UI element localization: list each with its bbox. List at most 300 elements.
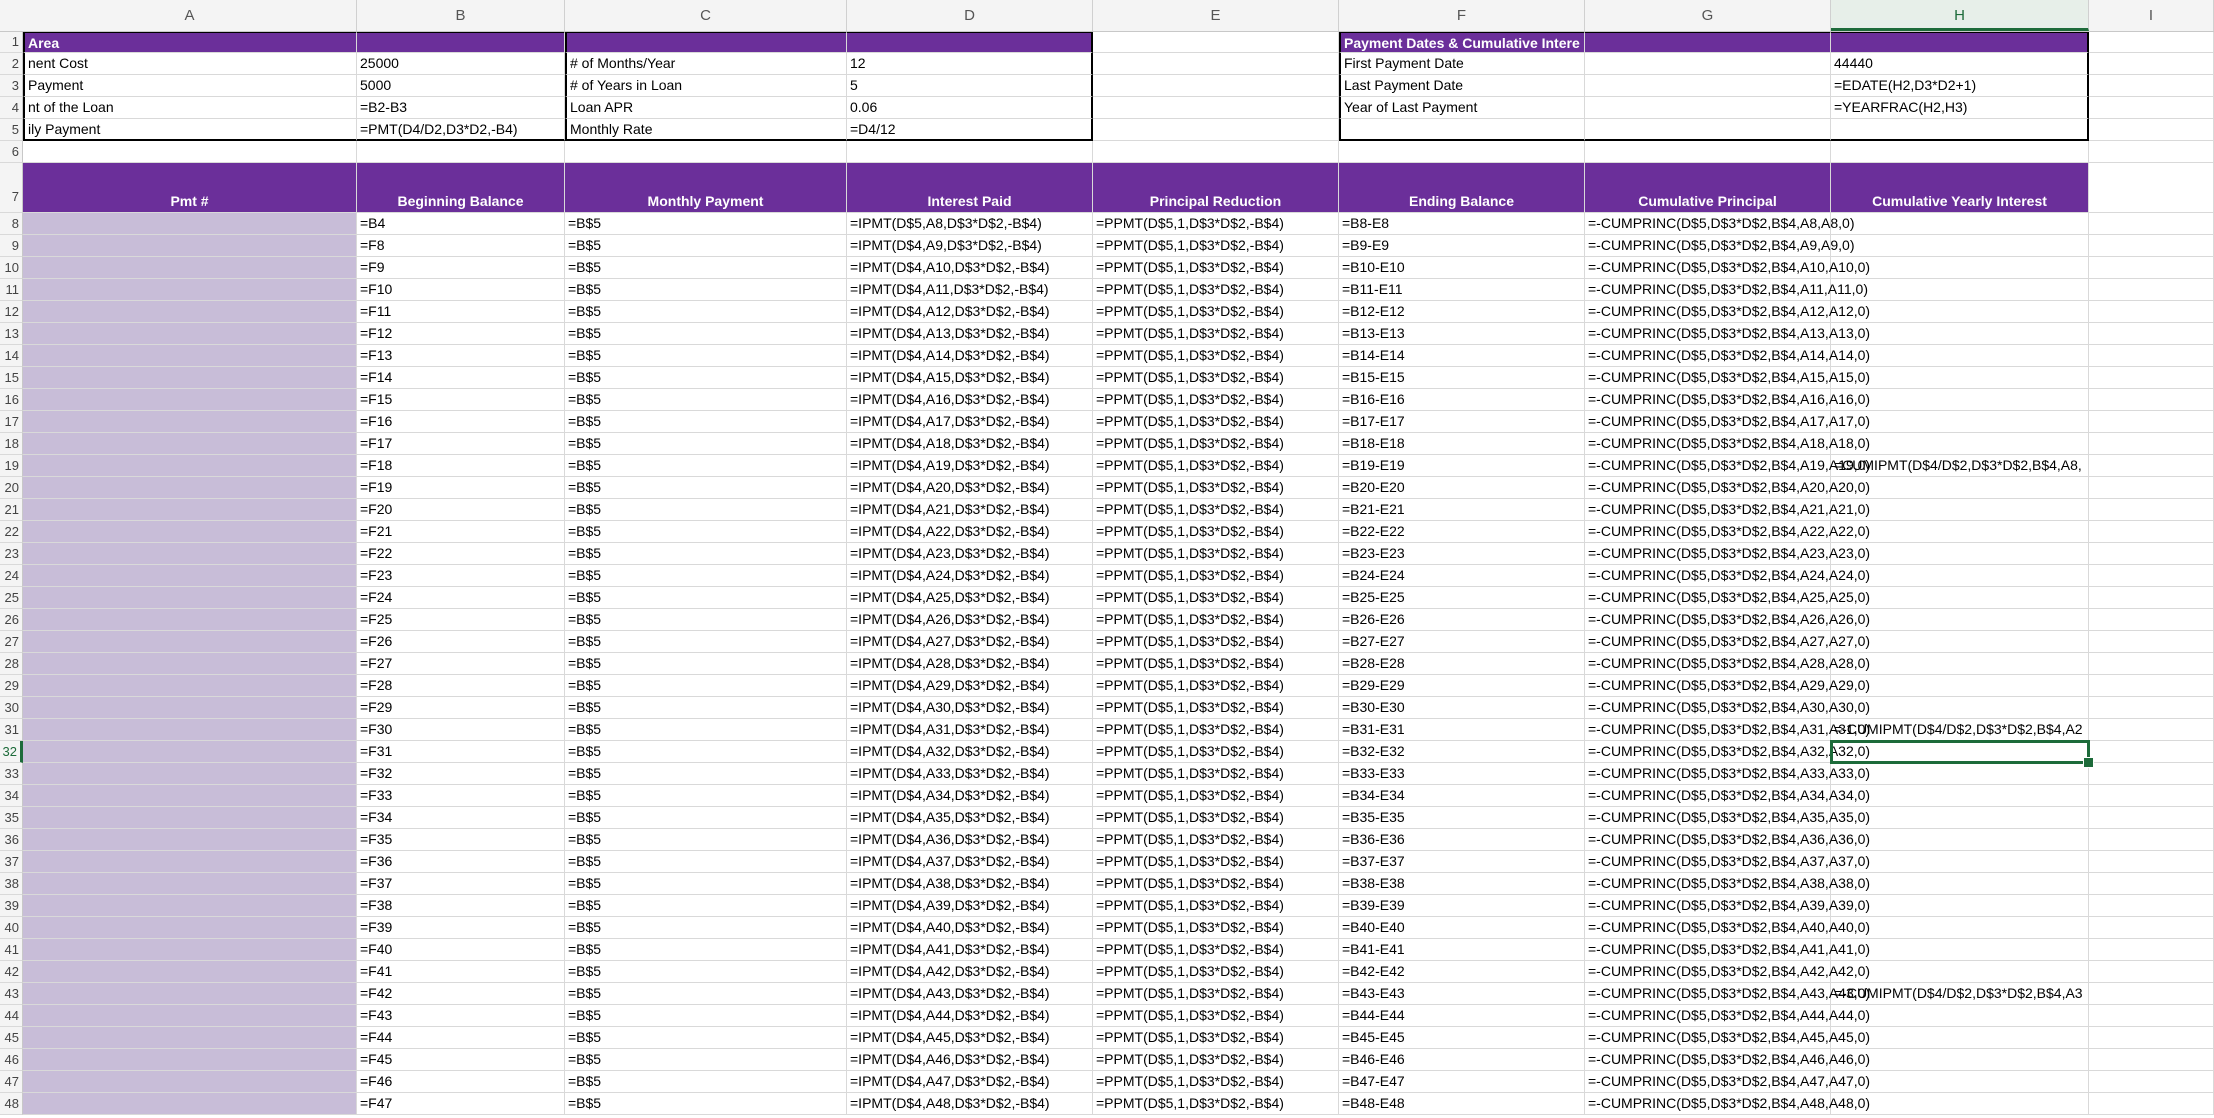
principal-reduction-cell[interactable]: =PPMT(D$5,1,D$3*D$2,-B$4) [1093, 983, 1339, 1005]
cell-i33[interactable] [2089, 763, 2214, 785]
cell-i44[interactable] [2089, 1005, 2214, 1027]
row-header-3[interactable]: 3 [0, 75, 23, 97]
beginning-balance-cell[interactable]: =F9 [357, 257, 565, 279]
principal-reduction-cell[interactable]: =PPMT(D$5,1,D$3*D$2,-B$4) [1093, 917, 1339, 939]
monthly-payment-cell[interactable]: =B$5 [565, 367, 847, 389]
cumulative-yearly-interest-cell[interactable]: =CUMIPMT(D$4/D$2,D$3*D$2,B$4,A8, [1831, 455, 2089, 477]
ending-balance-cell[interactable]: =B38-E38 [1339, 873, 1585, 895]
ending-balance-cell[interactable]: =B41-E41 [1339, 939, 1585, 961]
ending-balance-cell[interactable]: =B47-E47 [1339, 1071, 1585, 1093]
cumulative-principal-cell[interactable]: =-CUMPRINC(D$5,D$3*D$2,B$4,A31,A31,0) [1585, 719, 1831, 741]
cumulative-principal-cell[interactable]: =-CUMPRINC(D$5,D$3*D$2,B$4,A37,A37,0) [1585, 851, 1831, 873]
monthly-payment-cell[interactable]: =B$5 [565, 719, 847, 741]
table-header-1[interactable]: Beginning Balance [357, 163, 565, 213]
beginning-balance-cell[interactable]: =F8 [357, 235, 565, 257]
pmt-number-cell[interactable] [23, 697, 357, 719]
cumulative-principal-cell[interactable]: =-CUMPRINC(D$5,D$3*D$2,B$4,A46,A46,0) [1585, 1049, 1831, 1071]
monthly-payment-cell[interactable]: =B$5 [565, 477, 847, 499]
cumulative-principal-cell[interactable]: =-CUMPRINC(D$5,D$3*D$2,B$4,A34,A34,0) [1585, 785, 1831, 807]
pmt-number-cell[interactable] [23, 433, 357, 455]
cell-d6[interactable] [847, 141, 1093, 163]
cell-g5[interactable] [1585, 119, 1831, 141]
cell-i47[interactable] [2089, 1071, 2214, 1093]
ending-balance-cell[interactable]: =B23-E23 [1339, 543, 1585, 565]
beginning-balance-cell[interactable]: =F24 [357, 587, 565, 609]
pmt-number-cell[interactable] [23, 1027, 357, 1049]
interest-paid-cell[interactable]: =IPMT(D$4,A10,D$3*D$2,-B$4) [847, 257, 1093, 279]
cell-b1[interactable] [357, 31, 565, 53]
cell-i13[interactable] [2089, 323, 2214, 345]
cumulative-principal-cell[interactable]: =-CUMPRINC(D$5,D$3*D$2,B$4,A21,A21,0) [1585, 499, 1831, 521]
row-header-46[interactable]: 46 [0, 1049, 23, 1071]
table-header-3[interactable]: Interest Paid [847, 163, 1093, 213]
interest-paid-cell[interactable]: =IPMT(D$4,A15,D$3*D$2,-B$4) [847, 367, 1093, 389]
cumulative-yearly-interest-cell[interactable] [1831, 411, 2089, 433]
monthly-payment-cell[interactable]: =B$5 [565, 851, 847, 873]
row-header-32[interactable]: 32 [0, 741, 23, 763]
cumulative-yearly-interest-cell[interactable] [1831, 1049, 2089, 1071]
monthly-payment-cell[interactable]: =B$5 [565, 741, 847, 763]
cell-e5[interactable] [1093, 119, 1339, 141]
interest-paid-cell[interactable]: =IPMT(D$4,A44,D$3*D$2,-B$4) [847, 1005, 1093, 1027]
cumulative-yearly-interest-cell[interactable] [1831, 829, 2089, 851]
cell-e3[interactable] [1093, 75, 1339, 97]
principal-reduction-cell[interactable]: =PPMT(D$5,1,D$3*D$2,-B$4) [1093, 1005, 1339, 1027]
monthly-payment-cell[interactable]: =B$5 [565, 631, 847, 653]
payment-dates-value[interactable]: 44440 [1831, 53, 2089, 75]
cell-i14[interactable] [2089, 345, 2214, 367]
cell-i12[interactable] [2089, 301, 2214, 323]
monthly-payment-cell[interactable]: =B$5 [565, 279, 847, 301]
cell-i27[interactable] [2089, 631, 2214, 653]
interest-paid-cell[interactable]: =IPMT(D$4,A31,D$3*D$2,-B$4) [847, 719, 1093, 741]
row-header-41[interactable]: 41 [0, 939, 23, 961]
cumulative-principal-cell[interactable]: =-CUMPRINC(D$5,D$3*D$2,B$4,A18,A18,0) [1585, 433, 1831, 455]
cell-i2[interactable] [2089, 53, 2214, 75]
row-header-37[interactable]: 37 [0, 851, 23, 873]
cumulative-principal-cell[interactable]: =-CUMPRINC(D$5,D$3*D$2,B$4,A23,A23,0) [1585, 543, 1831, 565]
cumulative-yearly-interest-cell[interactable] [1831, 675, 2089, 697]
interest-paid-cell[interactable]: =IPMT(D$4,A21,D$3*D$2,-B$4) [847, 499, 1093, 521]
principal-reduction-cell[interactable]: =PPMT(D$5,1,D$3*D$2,-B$4) [1093, 873, 1339, 895]
beginning-balance-cell[interactable]: =F39 [357, 917, 565, 939]
row-header-31[interactable]: 31 [0, 719, 23, 741]
cumulative-principal-cell[interactable]: =-CUMPRINC(D$5,D$3*D$2,B$4,A47,A47,0) [1585, 1071, 1831, 1093]
cell-i4[interactable] [2089, 97, 2214, 119]
monthly-payment-cell[interactable]: =B$5 [565, 565, 847, 587]
table-header-0[interactable]: Pmt # [23, 163, 357, 213]
pmt-number-cell[interactable] [23, 807, 357, 829]
cell-i22[interactable] [2089, 521, 2214, 543]
row-header-35[interactable]: 35 [0, 807, 23, 829]
cumulative-yearly-interest-cell[interactable]: =-CUMIPMT(D$4/D$2,D$3*D$2,B$4,A3 [1831, 983, 2089, 1005]
table-header-7[interactable]: Cumulative Yearly Interest [1831, 163, 2089, 213]
ending-balance-cell[interactable]: =B8-E8 [1339, 213, 1585, 235]
cumulative-principal-cell[interactable]: =-CUMPRINC(D$5,D$3*D$2,B$4,A8,A8,0) [1585, 213, 1831, 235]
cell-c6[interactable] [565, 141, 847, 163]
interest-paid-cell[interactable]: =IPMT(D$4,A47,D$3*D$2,-B$4) [847, 1071, 1093, 1093]
monthly-payment-cell[interactable]: =B$5 [565, 961, 847, 983]
principal-reduction-cell[interactable]: =PPMT(D$5,1,D$3*D$2,-B$4) [1093, 477, 1339, 499]
row-header-13[interactable]: 13 [0, 323, 23, 345]
cumulative-yearly-interest-cell[interactable] [1831, 1093, 2089, 1115]
monthly-payment-cell[interactable]: =B$5 [565, 697, 847, 719]
column-header-i[interactable]: I [2089, 0, 2214, 31]
monthly-payment-cell[interactable]: =B$5 [565, 543, 847, 565]
input-label[interactable]: ily Payment [23, 119, 357, 141]
ending-balance-cell[interactable]: =B29-E29 [1339, 675, 1585, 697]
interest-paid-cell[interactable]: =IPMT(D$4,A33,D$3*D$2,-B$4) [847, 763, 1093, 785]
interest-paid-cell[interactable]: =IPMT(D$4,A43,D$3*D$2,-B$4) [847, 983, 1093, 1005]
cumulative-yearly-interest-cell[interactable] [1831, 323, 2089, 345]
ending-balance-cell[interactable]: =B40-E40 [1339, 917, 1585, 939]
principal-reduction-cell[interactable]: =PPMT(D$5,1,D$3*D$2,-B$4) [1093, 741, 1339, 763]
monthly-payment-cell[interactable]: =B$5 [565, 763, 847, 785]
row-header-48[interactable]: 48 [0, 1093, 23, 1115]
ending-balance-cell[interactable]: =B15-E15 [1339, 367, 1585, 389]
ending-balance-cell[interactable]: =B26-E26 [1339, 609, 1585, 631]
monthly-payment-cell[interactable]: =B$5 [565, 301, 847, 323]
cumulative-principal-cell[interactable]: =-CUMPRINC(D$5,D$3*D$2,B$4,A16,A16,0) [1585, 389, 1831, 411]
ending-balance-cell[interactable]: =B22-E22 [1339, 521, 1585, 543]
interest-paid-cell[interactable]: =IPMT(D$4,A14,D$3*D$2,-B$4) [847, 345, 1093, 367]
ending-balance-cell[interactable]: =B25-E25 [1339, 587, 1585, 609]
cumulative-principal-cell[interactable]: =-CUMPRINC(D$5,D$3*D$2,B$4,A40,A40,0) [1585, 917, 1831, 939]
input-value[interactable]: =B2-B3 [357, 97, 565, 119]
cumulative-principal-cell[interactable]: =-CUMPRINC(D$5,D$3*D$2,B$4,A19,A19,0) [1585, 455, 1831, 477]
interest-paid-cell[interactable]: =IPMT(D$4,A39,D$3*D$2,-B$4) [847, 895, 1093, 917]
monthly-payment-cell[interactable]: =B$5 [565, 389, 847, 411]
monthly-payment-cell[interactable]: =B$5 [565, 499, 847, 521]
ending-balance-cell[interactable]: =B9-E9 [1339, 235, 1585, 257]
interest-paid-cell[interactable]: =IPMT(D$4,A16,D$3*D$2,-B$4) [847, 389, 1093, 411]
monthly-payment-cell[interactable]: =B$5 [565, 939, 847, 961]
cell-h1[interactable] [1831, 31, 2089, 53]
principal-reduction-cell[interactable]: =PPMT(D$5,1,D$3*D$2,-B$4) [1093, 345, 1339, 367]
interest-paid-cell[interactable]: =IPMT(D$4,A22,D$3*D$2,-B$4) [847, 521, 1093, 543]
cumulative-yearly-interest-cell[interactable] [1831, 301, 2089, 323]
beginning-balance-cell[interactable]: =F17 [357, 433, 565, 455]
cell-i24[interactable] [2089, 565, 2214, 587]
input-label[interactable]: nent Cost [23, 53, 357, 75]
cumulative-principal-cell[interactable]: =-CUMPRINC(D$5,D$3*D$2,B$4,A11,A11,0) [1585, 279, 1831, 301]
beginning-balance-cell[interactable]: =F34 [357, 807, 565, 829]
principal-reduction-cell[interactable]: =PPMT(D$5,1,D$3*D$2,-B$4) [1093, 719, 1339, 741]
principal-reduction-cell[interactable]: =PPMT(D$5,1,D$3*D$2,-B$4) [1093, 455, 1339, 477]
pmt-number-cell[interactable] [23, 631, 357, 653]
input-value-2[interactable]: 0.06 [847, 97, 1093, 119]
ending-balance-cell[interactable]: =B14-E14 [1339, 345, 1585, 367]
beginning-balance-cell[interactable]: =F18 [357, 455, 565, 477]
cumulative-principal-cell[interactable]: =-CUMPRINC(D$5,D$3*D$2,B$4,A22,A22,0) [1585, 521, 1831, 543]
cumulative-yearly-interest-cell[interactable] [1831, 345, 2089, 367]
pmt-number-cell[interactable] [23, 609, 357, 631]
row-header-40[interactable]: 40 [0, 917, 23, 939]
row-header-16[interactable]: 16 [0, 389, 23, 411]
cumulative-principal-cell[interactable]: =-CUMPRINC(D$5,D$3*D$2,B$4,A43,A43,0) [1585, 983, 1831, 1005]
interest-paid-cell[interactable]: =IPMT(D$4,A11,D$3*D$2,-B$4) [847, 279, 1093, 301]
ending-balance-cell[interactable]: =B48-E48 [1339, 1093, 1585, 1115]
cell-i43[interactable] [2089, 983, 2214, 1005]
beginning-balance-cell[interactable]: =F45 [357, 1049, 565, 1071]
ending-balance-cell[interactable]: =B42-E42 [1339, 961, 1585, 983]
beginning-balance-cell[interactable]: =F14 [357, 367, 565, 389]
interest-paid-cell[interactable]: =IPMT(D$4,A32,D$3*D$2,-B$4) [847, 741, 1093, 763]
table-header-6[interactable]: Cumulative Principal [1585, 163, 1831, 213]
cumulative-principal-cell[interactable]: =-CUMPRINC(D$5,D$3*D$2,B$4,A38,A38,0) [1585, 873, 1831, 895]
beginning-balance-cell[interactable]: =F32 [357, 763, 565, 785]
interest-paid-cell[interactable]: =IPMT(D$5,A8,D$3*D$2,-B$4) [847, 213, 1093, 235]
ending-balance-cell[interactable]: =B34-E34 [1339, 785, 1585, 807]
beginning-balance-cell[interactable]: =F42 [357, 983, 565, 1005]
column-header-f[interactable]: F [1339, 0, 1585, 31]
row-header-17[interactable]: 17 [0, 411, 23, 433]
payment-dates-value[interactable]: =YEARFRAC(H2,H3) [1831, 97, 2089, 119]
cell-e2[interactable] [1093, 53, 1339, 75]
cumulative-yearly-interest-cell[interactable] [1831, 1005, 2089, 1027]
beginning-balance-cell[interactable]: =F27 [357, 653, 565, 675]
monthly-payment-cell[interactable]: =B$5 [565, 1093, 847, 1115]
cumulative-principal-cell[interactable]: =-CUMPRINC(D$5,D$3*D$2,B$4,A30,A30,0) [1585, 697, 1831, 719]
row-header-43[interactable]: 43 [0, 983, 23, 1005]
pmt-number-cell[interactable] [23, 257, 357, 279]
monthly-payment-cell[interactable]: =B$5 [565, 323, 847, 345]
cell-i19[interactable] [2089, 455, 2214, 477]
principal-reduction-cell[interactable]: =PPMT(D$5,1,D$3*D$2,-B$4) [1093, 675, 1339, 697]
input-value-2[interactable]: =D4/12 [847, 119, 1093, 141]
interest-paid-cell[interactable]: =IPMT(D$4,A29,D$3*D$2,-B$4) [847, 675, 1093, 697]
row-header-34[interactable]: 34 [0, 785, 23, 807]
cell-i15[interactable] [2089, 367, 2214, 389]
cell-i37[interactable] [2089, 851, 2214, 873]
interest-paid-cell[interactable]: =IPMT(D$4,A20,D$3*D$2,-B$4) [847, 477, 1093, 499]
cell-i31[interactable] [2089, 719, 2214, 741]
beginning-balance-cell[interactable]: =F11 [357, 301, 565, 323]
cumulative-yearly-interest-cell[interactable] [1831, 851, 2089, 873]
interest-paid-cell[interactable]: =IPMT(D$4,A34,D$3*D$2,-B$4) [847, 785, 1093, 807]
cell-g1[interactable] [1585, 31, 1831, 53]
row-header-38[interactable]: 38 [0, 873, 23, 895]
interest-paid-cell[interactable]: =IPMT(D$4,A23,D$3*D$2,-B$4) [847, 543, 1093, 565]
row-header-11[interactable]: 11 [0, 279, 23, 301]
input-label-2[interactable]: # of Years in Loan [565, 75, 847, 97]
principal-reduction-cell[interactable]: =PPMT(D$5,1,D$3*D$2,-B$4) [1093, 895, 1339, 917]
pmt-number-cell[interactable] [23, 1005, 357, 1027]
row-header-22[interactable]: 22 [0, 521, 23, 543]
cumulative-principal-cell[interactable]: =-CUMPRINC(D$5,D$3*D$2,B$4,A48,A48,0) [1585, 1093, 1831, 1115]
column-header-g[interactable]: G [1585, 0, 1831, 31]
pmt-number-cell[interactable] [23, 323, 357, 345]
principal-reduction-cell[interactable]: =PPMT(D$5,1,D$3*D$2,-B$4) [1093, 543, 1339, 565]
interest-paid-cell[interactable]: =IPMT(D$4,A9,D$3*D$2,-B$4) [847, 235, 1093, 257]
cumulative-yearly-interest-cell[interactable] [1831, 1071, 2089, 1093]
ending-balance-cell[interactable]: =B32-E32 [1339, 741, 1585, 763]
pmt-number-cell[interactable] [23, 543, 357, 565]
pmt-number-cell[interactable] [23, 983, 357, 1005]
beginning-balance-cell[interactable]: =F23 [357, 565, 565, 587]
pmt-number-cell[interactable] [23, 675, 357, 697]
interest-paid-cell[interactable]: =IPMT(D$4,A37,D$3*D$2,-B$4) [847, 851, 1093, 873]
interest-paid-cell[interactable]: =IPMT(D$4,A18,D$3*D$2,-B$4) [847, 433, 1093, 455]
cell-i7[interactable] [2089, 163, 2214, 213]
beginning-balance-cell[interactable]: =F15 [357, 389, 565, 411]
pmt-number-cell[interactable] [23, 873, 357, 895]
cell-i10[interactable] [2089, 257, 2214, 279]
cumulative-principal-cell[interactable]: =-CUMPRINC(D$5,D$3*D$2,B$4,A17,A17,0) [1585, 411, 1831, 433]
monthly-payment-cell[interactable]: =B$5 [565, 1027, 847, 1049]
row-header-27[interactable]: 27 [0, 631, 23, 653]
pmt-number-cell[interactable] [23, 279, 357, 301]
cumulative-yearly-interest-cell[interactable]: =-CUMIPMT(D$4/D$2,D$3*D$2,B$4,A2 [1831, 719, 2089, 741]
pmt-number-cell[interactable] [23, 411, 357, 433]
cell-i23[interactable] [2089, 543, 2214, 565]
cumulative-principal-cell[interactable]: =-CUMPRINC(D$5,D$3*D$2,B$4,A32,A32,0) [1585, 741, 1831, 763]
table-header-5[interactable]: Ending Balance [1339, 163, 1585, 213]
ending-balance-cell[interactable]: =B31-E31 [1339, 719, 1585, 741]
monthly-payment-cell[interactable]: =B$5 [565, 653, 847, 675]
interest-paid-cell[interactable]: =IPMT(D$4,A38,D$3*D$2,-B$4) [847, 873, 1093, 895]
interest-paid-cell[interactable]: =IPMT(D$4,A26,D$3*D$2,-B$4) [847, 609, 1093, 631]
ending-balance-cell[interactable]: =B13-E13 [1339, 323, 1585, 345]
cumulative-yearly-interest-cell[interactable] [1831, 653, 2089, 675]
pmt-number-cell[interactable] [23, 213, 357, 235]
cumulative-yearly-interest-cell[interactable] [1831, 257, 2089, 279]
column-header-h[interactable]: H [1831, 0, 2089, 31]
pmt-number-cell[interactable] [23, 367, 357, 389]
cumulative-yearly-interest-cell[interactable] [1831, 389, 2089, 411]
principal-reduction-cell[interactable]: =PPMT(D$5,1,D$3*D$2,-B$4) [1093, 521, 1339, 543]
beginning-balance-cell[interactable]: =F30 [357, 719, 565, 741]
cumulative-yearly-interest-cell[interactable] [1831, 873, 2089, 895]
monthly-payment-cell[interactable]: =B$5 [565, 675, 847, 697]
row-header-6[interactable]: 6 [0, 141, 23, 163]
cumulative-principal-cell[interactable]: =-CUMPRINC(D$5,D$3*D$2,B$4,A10,A10,0) [1585, 257, 1831, 279]
cumulative-principal-cell[interactable]: =-CUMPRINC(D$5,D$3*D$2,B$4,A45,A45,0) [1585, 1027, 1831, 1049]
monthly-payment-cell[interactable]: =B$5 [565, 1005, 847, 1027]
ending-balance-cell[interactable]: =B20-E20 [1339, 477, 1585, 499]
ending-balance-cell[interactable]: =B36-E36 [1339, 829, 1585, 851]
row-header-1[interactable]: 1 [0, 31, 23, 53]
beginning-balance-cell[interactable]: =F44 [357, 1027, 565, 1049]
input-label-2[interactable]: Monthly Rate [565, 119, 847, 141]
row-header-23[interactable]: 23 [0, 543, 23, 565]
interest-paid-cell[interactable]: =IPMT(D$4,A48,D$3*D$2,-B$4) [847, 1093, 1093, 1115]
interest-paid-cell[interactable]: =IPMT(D$4,A30,D$3*D$2,-B$4) [847, 697, 1093, 719]
beginning-balance-cell[interactable]: =F36 [357, 851, 565, 873]
interest-paid-cell[interactable]: =IPMT(D$4,A13,D$3*D$2,-B$4) [847, 323, 1093, 345]
monthly-payment-cell[interactable]: =B$5 [565, 983, 847, 1005]
cell-i29[interactable] [2089, 675, 2214, 697]
row-header-39[interactable]: 39 [0, 895, 23, 917]
monthly-payment-cell[interactable]: =B$5 [565, 213, 847, 235]
ending-balance-cell[interactable]: =B12-E12 [1339, 301, 1585, 323]
monthly-payment-cell[interactable]: =B$5 [565, 235, 847, 257]
table-header-4[interactable]: Principal Reduction [1093, 163, 1339, 213]
beginning-balance-cell[interactable]: =F33 [357, 785, 565, 807]
cumulative-principal-cell[interactable]: =-CUMPRINC(D$5,D$3*D$2,B$4,A24,A24,0) [1585, 565, 1831, 587]
cumulative-principal-cell[interactable]: =-CUMPRINC(D$5,D$3*D$2,B$4,A41,A41,0) [1585, 939, 1831, 961]
beginning-balance-cell[interactable]: =F35 [357, 829, 565, 851]
row-header-42[interactable]: 42 [0, 961, 23, 983]
cumulative-yearly-interest-cell[interactable] [1831, 565, 2089, 587]
principal-reduction-cell[interactable]: =PPMT(D$5,1,D$3*D$2,-B$4) [1093, 367, 1339, 389]
row-header-47[interactable]: 47 [0, 1071, 23, 1093]
pmt-number-cell[interactable] [23, 455, 357, 477]
row-header-26[interactable]: 26 [0, 609, 23, 631]
interest-paid-cell[interactable]: =IPMT(D$4,A41,D$3*D$2,-B$4) [847, 939, 1093, 961]
beginning-balance-cell[interactable]: =F16 [357, 411, 565, 433]
pmt-number-cell[interactable] [23, 301, 357, 323]
pmt-number-cell[interactable] [23, 741, 357, 763]
cumulative-yearly-interest-cell[interactable] [1831, 917, 2089, 939]
cell-i36[interactable] [2089, 829, 2214, 851]
beginning-balance-cell[interactable]: =F46 [357, 1071, 565, 1093]
principal-reduction-cell[interactable]: =PPMT(D$5,1,D$3*D$2,-B$4) [1093, 1027, 1339, 1049]
cell-i9[interactable] [2089, 235, 2214, 257]
monthly-payment-cell[interactable]: =B$5 [565, 1071, 847, 1093]
interest-paid-cell[interactable]: =IPMT(D$4,A35,D$3*D$2,-B$4) [847, 807, 1093, 829]
ending-balance-cell[interactable]: =B43-E43 [1339, 983, 1585, 1005]
row-header-28[interactable]: 28 [0, 653, 23, 675]
pmt-number-cell[interactable] [23, 917, 357, 939]
cumulative-yearly-interest-cell[interactable] [1831, 609, 2089, 631]
principal-reduction-cell[interactable]: =PPMT(D$5,1,D$3*D$2,-B$4) [1093, 785, 1339, 807]
cumulative-yearly-interest-cell[interactable] [1831, 697, 2089, 719]
row-header-5[interactable]: 5 [0, 119, 23, 141]
column-header-d[interactable]: D [847, 0, 1093, 31]
row-header-45[interactable]: 45 [0, 1027, 23, 1049]
row-header-4[interactable]: 4 [0, 97, 23, 119]
monthly-payment-cell[interactable]: =B$5 [565, 1049, 847, 1071]
pmt-number-cell[interactable] [23, 895, 357, 917]
cumulative-yearly-interest-cell[interactable] [1831, 939, 2089, 961]
cumulative-principal-cell[interactable]: =-CUMPRINC(D$5,D$3*D$2,B$4,A9,A9,0) [1585, 235, 1831, 257]
cell-i35[interactable] [2089, 807, 2214, 829]
row-header-7[interactable]: 7 [0, 163, 23, 213]
cumulative-yearly-interest-cell[interactable] [1831, 763, 2089, 785]
monthly-payment-cell[interactable]: =B$5 [565, 895, 847, 917]
cell-i34[interactable] [2089, 785, 2214, 807]
monthly-payment-cell[interactable]: =B$5 [565, 873, 847, 895]
ending-balance-cell[interactable]: =B30-E30 [1339, 697, 1585, 719]
row-header-24[interactable]: 24 [0, 565, 23, 587]
payment-dates-label[interactable]: First Payment Date [1339, 53, 1585, 75]
pmt-number-cell[interactable] [23, 1049, 357, 1071]
principal-reduction-cell[interactable]: =PPMT(D$5,1,D$3*D$2,-B$4) [1093, 851, 1339, 873]
pmt-number-cell[interactable] [23, 521, 357, 543]
cumulative-yearly-interest-cell[interactable] [1831, 213, 2089, 235]
row-header-21[interactable]: 21 [0, 499, 23, 521]
cell-i11[interactable] [2089, 279, 2214, 301]
cell-a6[interactable] [23, 141, 357, 163]
principal-reduction-cell[interactable]: =PPMT(D$5,1,D$3*D$2,-B$4) [1093, 279, 1339, 301]
row-header-30[interactable]: 30 [0, 697, 23, 719]
interest-paid-cell[interactable]: =IPMT(D$4,A12,D$3*D$2,-B$4) [847, 301, 1093, 323]
pmt-number-cell[interactable] [23, 829, 357, 851]
cell-h5[interactable] [1831, 119, 2089, 141]
ending-balance-cell[interactable]: =B39-E39 [1339, 895, 1585, 917]
ending-balance-cell[interactable]: =B16-E16 [1339, 389, 1585, 411]
monthly-payment-cell[interactable]: =B$5 [565, 785, 847, 807]
principal-reduction-cell[interactable]: =PPMT(D$5,1,D$3*D$2,-B$4) [1093, 697, 1339, 719]
pmt-number-cell[interactable] [23, 1093, 357, 1115]
cumulative-yearly-interest-cell[interactable] [1831, 367, 2089, 389]
row-header-8[interactable]: 8 [0, 213, 23, 235]
cell-e4[interactable] [1093, 97, 1339, 119]
principal-reduction-cell[interactable]: =PPMT(D$5,1,D$3*D$2,-B$4) [1093, 587, 1339, 609]
cell-g6[interactable] [1585, 141, 1831, 163]
cumulative-principal-cell[interactable]: =-CUMPRINC(D$5,D$3*D$2,B$4,A15,A15,0) [1585, 367, 1831, 389]
